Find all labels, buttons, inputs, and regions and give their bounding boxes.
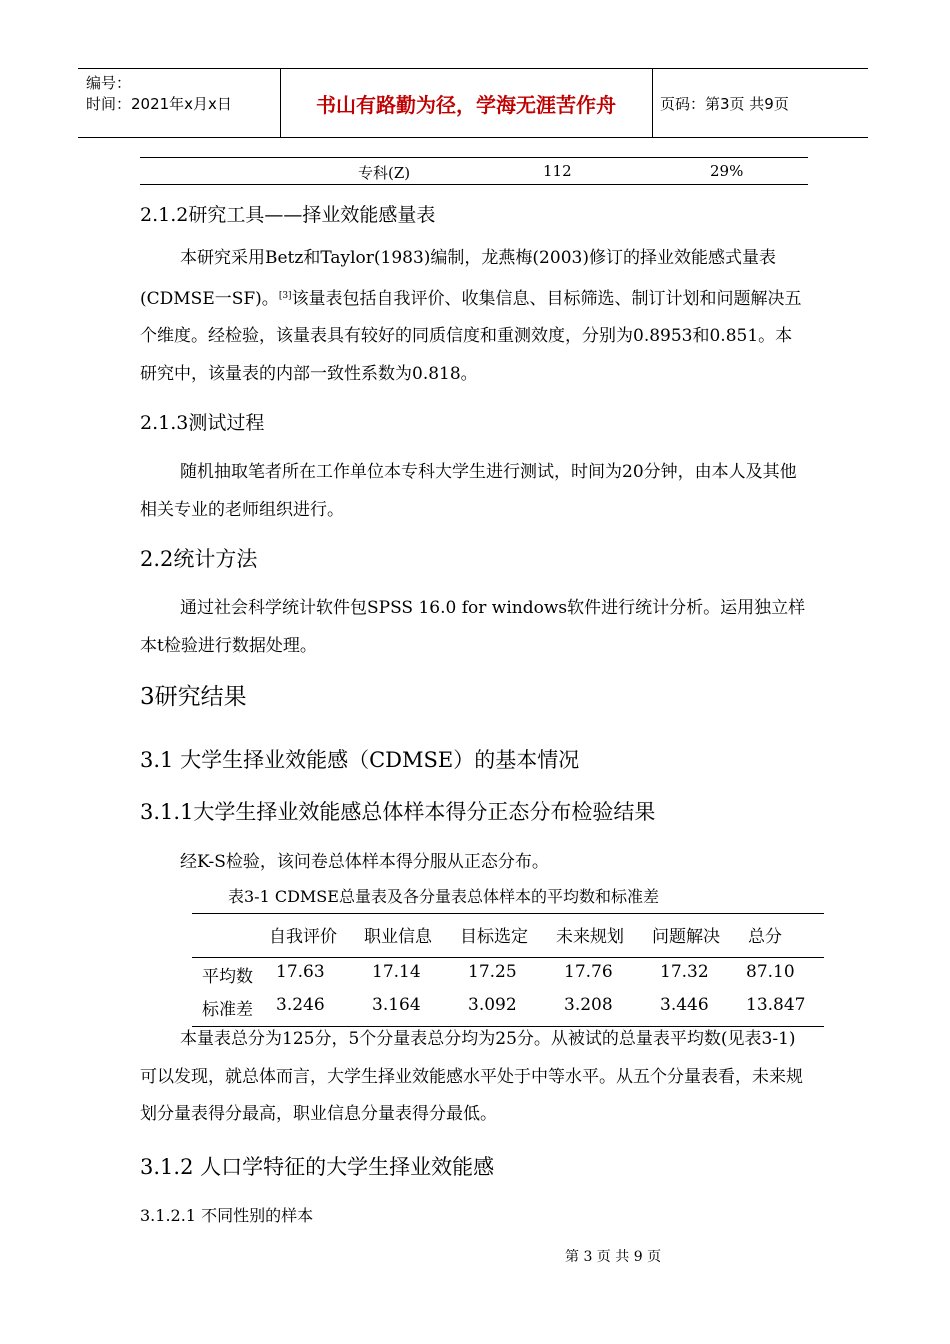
table-cell: 17.76 [564,962,613,982]
section-heading-2-1-3: 2.1.3测试过程 [140,412,265,434]
column-header: 自我评价 [269,927,337,947]
section-heading-3-1-1: 3.1.1大学生择业效能感总体样本得分正态分布检验结果 [140,800,656,824]
header-page-info: 页码：第3页 共9页 [660,95,789,113]
table-cell: 3.208 [564,995,613,1015]
table-cell: 17.63 [276,962,325,982]
header-divider [652,69,653,137]
paragraph-text: 本研究采用Betz和Taylor(1983)编制，龙燕梅(2003)修订的择业效能感式量表(CDMSE一SF)。 [140,248,776,309]
table-caption: 表3-1 CDMSE总量表及各分量表总体样本的平均数和标准差 [228,887,659,906]
continued-table-row [140,157,808,185]
section-heading-3-1-2: 3.1.2 人口学特征的大学生择业效能感 [140,1155,495,1179]
section-heading-3-1-2-1: 3.1.2.1 不同性别的样本 [140,1206,314,1225]
table-cell: 29% [710,162,744,180]
row-label: 平均数 [202,967,253,987]
column-header: 问题解决 [652,927,720,947]
table-cell: 17.14 [372,962,421,982]
paragraph-method: 通过社会科学统计软件包SPSS 16.0 for windows软件进行统计分析。运用独立样本t检验进行数据处理。 [140,598,806,656]
page-header [78,68,868,138]
header-meta [86,73,232,115]
table-cell: 13.847 [746,995,806,1015]
column-header: 目标选定 [460,927,528,947]
table-cell: 17.32 [660,962,709,982]
page-footer: 第 3 页 共 9 页 [565,1249,662,1265]
table-cell: 112 [543,162,572,180]
header-number-label: 编号： [86,74,132,92]
section-heading-2-1-2: 2.1.2研究工具——择业效能感量表 [140,204,436,226]
table-cell: 3.446 [660,995,709,1015]
table-cell: 3.092 [468,995,517,1015]
table-cell: 3.164 [372,995,421,1015]
row-label: 标准差 [202,1000,253,1020]
paragraph-ks-test: 经K-S检验，该问卷总体样本得分服从正态分布。 [180,852,549,872]
section-heading-3: 3研究结果 [140,684,247,710]
header-motto: 书山有路勤为径，学海无涯苦作舟 [316,93,616,117]
column-header: 未来规划 [556,927,624,947]
table-cell: 17.25 [468,962,517,982]
paragraph-results: 本量表总分为125分，5个分量表总分均为25分。从被试的总量表平均数(见表3-1)可以发现，就总体而言，大学生择业效能感水平处于中等水平。从五个分量表看，未来规划分量表得分最高，职业信息分量表得分最低。 [140,1029,803,1124]
header-time-label: 时间：2021年x月x日 [86,95,232,113]
column-header: 职业信息 [364,927,432,947]
table-rule [192,957,824,958]
stats-table [192,913,824,1027]
column-header: 总分 [748,927,782,947]
section-heading-3-1: 3.1 大学生择业效能感（CDMSE）的基本情况 [140,748,580,772]
table-cell: 专科(Z) [358,164,411,182]
citation-ref: [3] [278,290,292,301]
paragraph-process: 随机抽取笔者所在工作单位本专科大学生进行测试，时间为20分钟，由本人及其他相关专业的老师组织进行。 [140,462,797,520]
table-cell: 87.10 [746,962,795,982]
paragraph-text: 该量表包括自我评价、收集信息、目标筛选、制订计划和问题解决五个维度。经检验，该量表具有较好的同质信度和重测效度，分别为0.8953和0.851。本研究中，该量表的内部一致性系数为0.818。 [140,288,802,384]
section-heading-2-2: 2.2统计方法 [140,547,258,571]
table-cell: 3.246 [276,995,325,1015]
paragraph-tools [140,240,808,393]
